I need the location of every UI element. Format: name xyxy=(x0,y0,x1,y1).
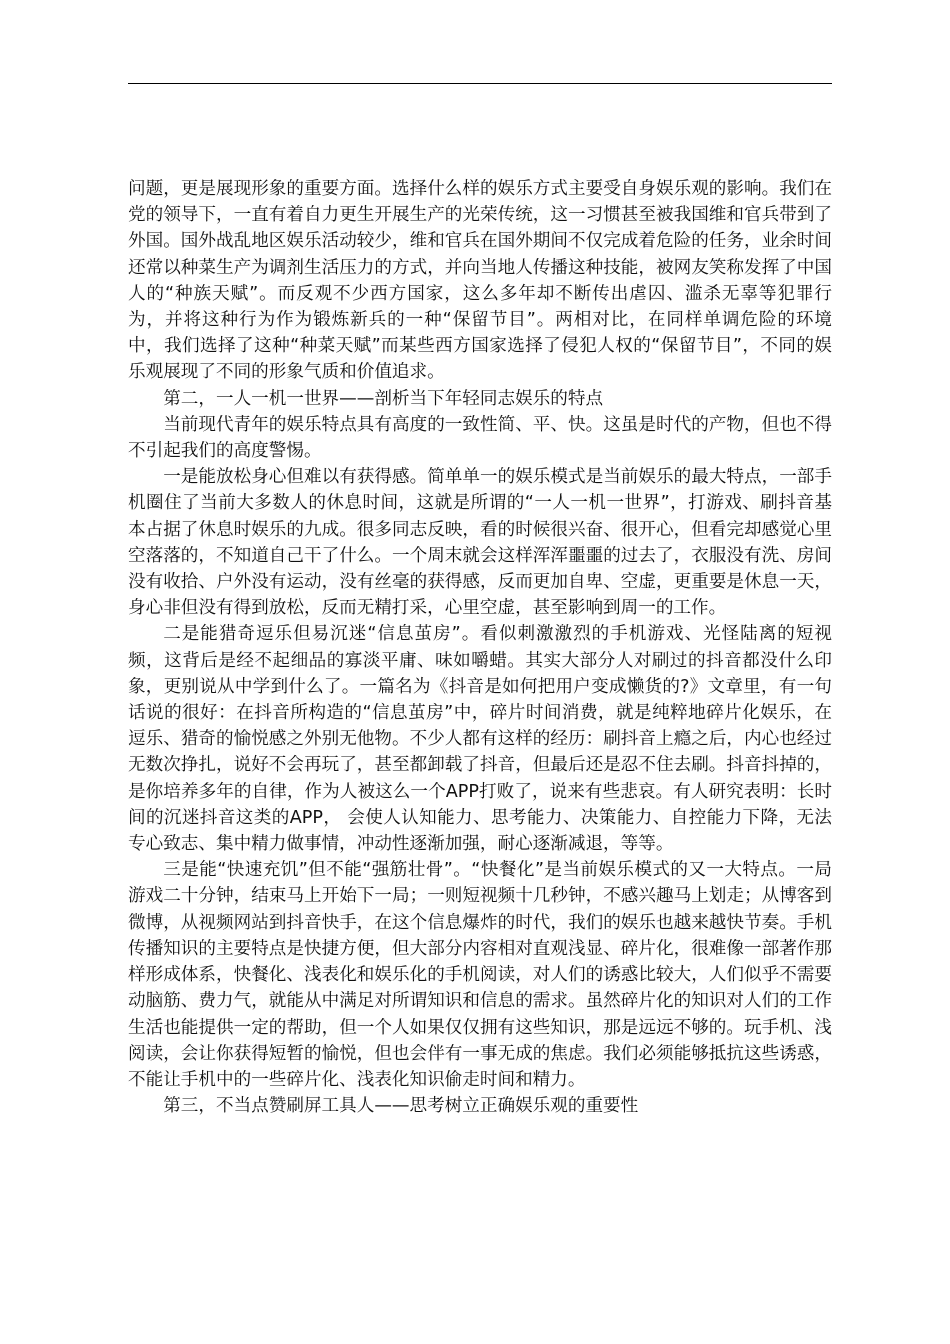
paragraph-point-3: 三是能“快速充饥”但不能“强筋壮骨”。“快餐化”是当前娱乐模式的又一大特点。一局游戏二十分钟，结束马上开始下一局；一则短视频十几秒钟，不感兴趣马上划走；从博客到微博，从视频网站到抖音快手，在这个信息爆炸的时代，我们的娱乐也越来越快节奏。手机传播知识的主要特点是快捷方便，但大部分内容相对直观浅显、碎片化，很难像一部著作那样形成体系，快餐化、浅表化和娱乐化的手机阅读，对人们的诱惑比较大，人们似乎不需要动脑筋、费力气，就能从中满足对所谓知识和信息的需求。虽然碎片化的知识对人们的工作生活也能提供一定的帮助，但一个人如果仅仅拥有这些知识，那是远远不够的。玩手机、浅阅读，会让你获得短暂的愉悦，但也会伴有一事无成的焦虑。我们必须能够抵抗这些诱惑，不能让手机中的一些碎片化、浅表化知识偷走时间和精力。 xyxy=(128,860,832,1090)
section-heading-2: 第二，一人一机一世界——剖析当下年轻同志娱乐的特点 xyxy=(163,388,604,409)
document-body xyxy=(128,176,832,1119)
paragraph-overview: 当前现代青年的娱乐特点具有高度的一致性简、平、快。这虽是时代的产物，但也不得不引起我们的高度警惕。 xyxy=(128,414,832,462)
header-rule xyxy=(128,83,832,84)
section-heading-3: 第三，不当点赞刷屏工具人——思考树立正确娱乐观的重要性 xyxy=(163,1096,639,1117)
paragraph-point-1: 一是能放松身心但难以有获得感。简单单一的娱乐模式是当前娱乐的最大特点，一部手机圈住了当前大多数人的休息时间，这就是所谓的“一人一机一世界”，打游戏、刷抖音基本占据了休息时娱乐的九成。很多同志反映，看的时候很兴奋、很开心，但看完却感觉心里空落落的，不知道自己干了什么。一个周末就会这样浑浑噩噩的过去了，衣服没有洗、房间没有收拾、户外没有运动，没有丝毫的获得感，反而更加自卑、空虚，更重要是休息一天，身心非但没有得到放松，反而无精打采，心里空虚，甚至影响到周一的工作。 xyxy=(128,467,832,619)
paragraph-point-2: 二是能猎奇逗乐但易沉迷“信息茧房”。看似刺激激烈的手机游戏、光怪陆离的短视频，这背后是经不起细品的寡淡平庸、味如嚼蜡。其实大部分人对刷过的抖音都没什么印象，更别说从中学到什么了。一篇名为《抖音是如何把用户变成懒货的?》文章里，有一句话说的很好：在抖音所构造的“信息茧房”中，碎片时间消费，就是纯粹地碎片化娱乐，在逗乐、猎奇的愉悦感之外别无他物。不少人都有这样的经历：刷抖音上瘾之后，内心也经过无数次挣扎，说好不会再玩了，甚至都卸载了抖音，但最后还是忍不住去刷。抖音抖掉的，是你培养多年的自律，作为人被这么一个APP打败了，说来有些悲哀。有人研究表明：长时间的沉迷抖音这类的APP， 会使人认知能力、思考能力、决策能力、自控能力下降，无法专心致志、集中精力做事情，冲动性逐渐加强，耐心逐渐减退，等等。 xyxy=(128,624,832,855)
paragraph-intro: 问题，更是展现形象的重要方面。选择什么样的娱乐方式主要受自身娱乐观的影响。我们在党的领导下，一直有着自力更生开展生产的光荣传统，这一习惯甚至被我国维和官兵带到了外国。国外战乱地区娱乐活动较少，维和官兵在国外期间不仅完成着危险的任务，业余时间还常以种菜生产为调剂生活压力的方式，并向当地人传播这种技能，被网友笑称发挥了中国人的“种族天赋”。而反观不少西方国家，这么多年却不断传出虐囚、滥杀无辜等犯罪行为，并将这种行为作为锻炼新兵的一种“保留节目”。两相对比，在同样单调危险的环境中，我们选择了这种“种菜天赋”而某些西方国家选择了侵犯人权的“保留节目”，不同的娱乐观展现了不同的形象气质和价值追求。 xyxy=(128,179,832,383)
